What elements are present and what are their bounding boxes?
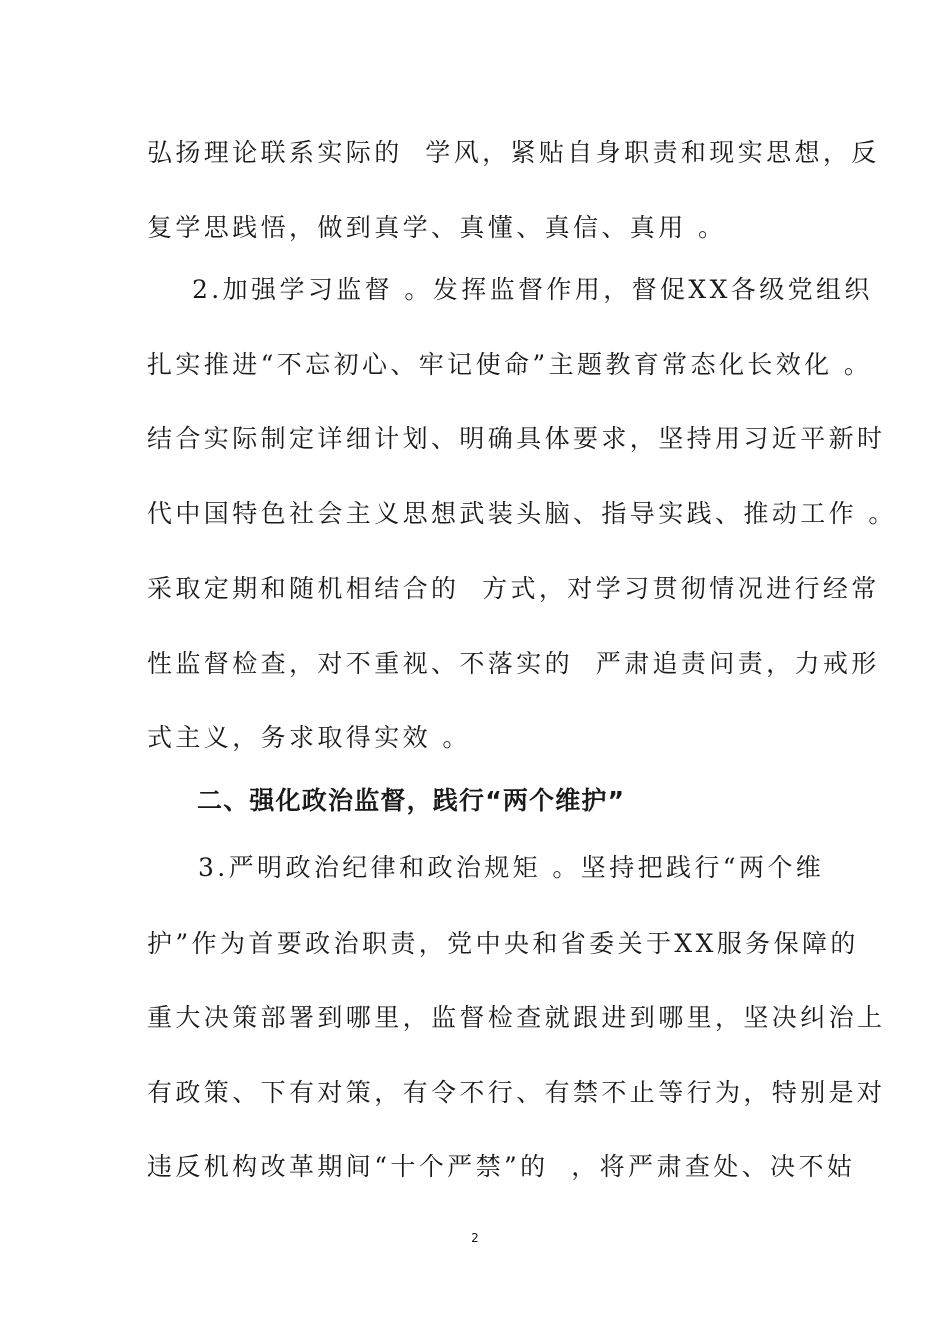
body-text-line-9: 式主义，务求取得实效 。 <box>147 723 471 752</box>
body-text-line-5: 结合实际制定详细计划、明确具体要求，坚持用习近平新时 <box>147 424 886 453</box>
section-heading: 二、强化政治监督，践行“两个维护” <box>197 786 626 815</box>
body-text-line-11: 护”作为首要政治职责，党中央和省委关于XX服务保障的 <box>147 929 859 958</box>
body-text-line-14: 违反机构改革期间“十个严禁”的 ，将严肃查处、决不姑 <box>147 1152 856 1181</box>
body-text-line-7: 采取定期和随机相结合的 方式，对学习贯彻情况进行经常 <box>147 574 880 603</box>
body-text-line-3: 2.加强学习监督 。发挥监督作用，督促XX各级党组织 <box>192 275 873 304</box>
body-text-line-2: 复学思践悟，做到真学、真懂、真信、真用 。 <box>147 213 727 242</box>
body-text-line-4: 扎实推进“不忘初心、牢记使命”主题教育常态化长效化 。 <box>147 350 873 379</box>
body-text-line-12: 重大决策部署到哪里，监督检查就跟进到哪里，坚决纠治上 <box>147 1003 886 1032</box>
body-text-line-10: 3.严明政治纪律和政治规矩 。坚持把践行“两个维 <box>198 853 825 882</box>
body-text-line-6: 代中国特色社会主义思想武装头脑、指导实践、推动工作 。 <box>147 499 897 528</box>
body-text-line-8: 性监督检查，对不重视、不落实的 严肃追责问责，力戒形 <box>147 649 880 678</box>
page-number: 2 <box>471 1231 479 1245</box>
body-text-line-1: 弘扬理论联系实际的 学风，紧贴自身职责和现实思想，反 <box>147 138 880 167</box>
body-text-line-13: 有政策、下有对策，有令不行、有禁不止等行为，特别是对 <box>147 1078 886 1107</box>
